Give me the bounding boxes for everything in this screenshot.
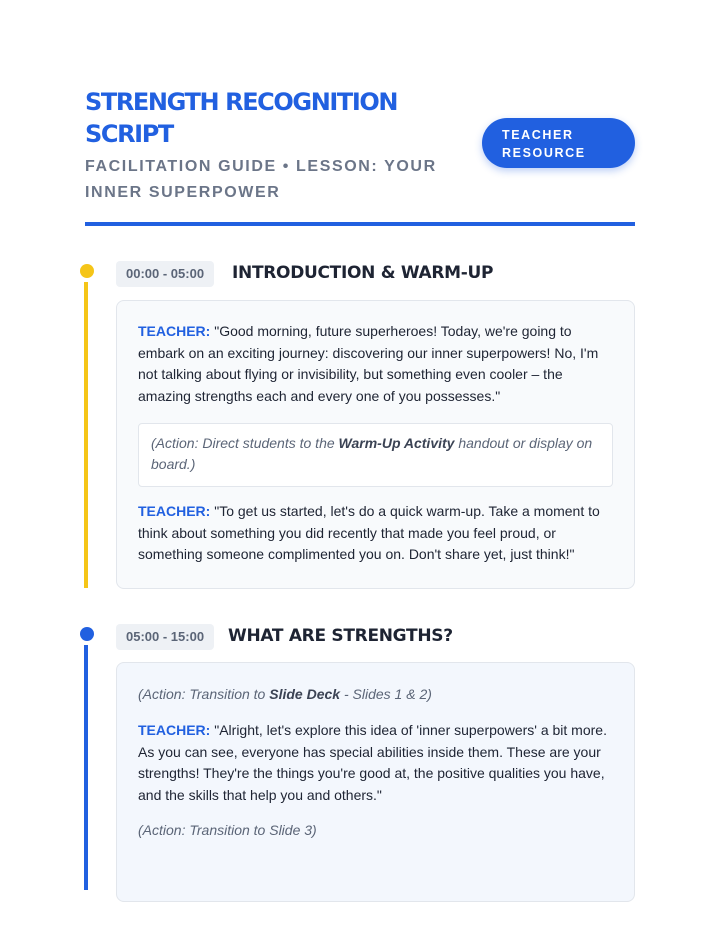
speaker-label: TEACHER: [138,722,211,738]
action-emphasis: Slide Deck [269,686,341,702]
document-header [85,86,635,206]
speaker-label: TEACHER: [138,323,211,339]
teacher-resource-badge: TEACHER RESOURCE [482,118,635,168]
teacher-line [138,321,618,407]
action-text: (Action: Transition to [138,686,270,702]
action-text: - Slides 1 & 2) [340,686,432,702]
timeline-line-blue [84,645,88,890]
section-title: WHAT ARE STRENGTHS? [228,626,453,646]
time-badge: 05:00 - 15:00 [116,624,214,650]
speaker-label: TEACHER: [138,503,211,519]
timeline-line-yellow [84,282,88,588]
action-text: handout or display on board.) [151,435,593,472]
teacher-line [138,720,618,806]
timeline-dot-blue [80,627,94,641]
action-text: (Action: Direct students to the [151,435,339,451]
timeline-dot-yellow [80,264,94,278]
dialogue-text: "Alright, let's explore this idea of 'inner superpowers' a bit more. As you can see, everyone has special abilities inside them. These are your strengths! They're the things you're good at, the positive qualities you have, and the skills that help you and others." [138,722,607,803]
dialogue-text: "Good morning, future superheroes! Today, we're going to embark on an exciting journey: discovering our inner superpowers! No, I'm not talking about flying or invisibility, but something even cooler – the amazing strengths each and every one of you possesses." [138,323,599,404]
page-title: STRENGTH RECOGNITION SCRIPT [85,88,398,148]
action-note [138,423,613,487]
action-emphasis: Warm-Up Activity [338,435,455,451]
action-note [138,684,432,705]
action-note: (Action: Transition to Slide 3) [138,822,317,838]
section-title: INTRODUCTION & WARM-UP [232,263,494,283]
page-subtitle: FACILITATION GUIDE • LESSON: YOUR INNER SUPERPOWER [85,158,437,201]
header-divider [85,222,635,226]
dialogue-text: "To get us started, let's do a quick warm-up. Take a moment to think about something you did recently that made you feel proud, or something someone complimented you on. Don't share yet, just think!" [138,503,600,562]
teacher-line [138,501,618,566]
time-badge: 00:00 - 05:00 [116,261,214,287]
